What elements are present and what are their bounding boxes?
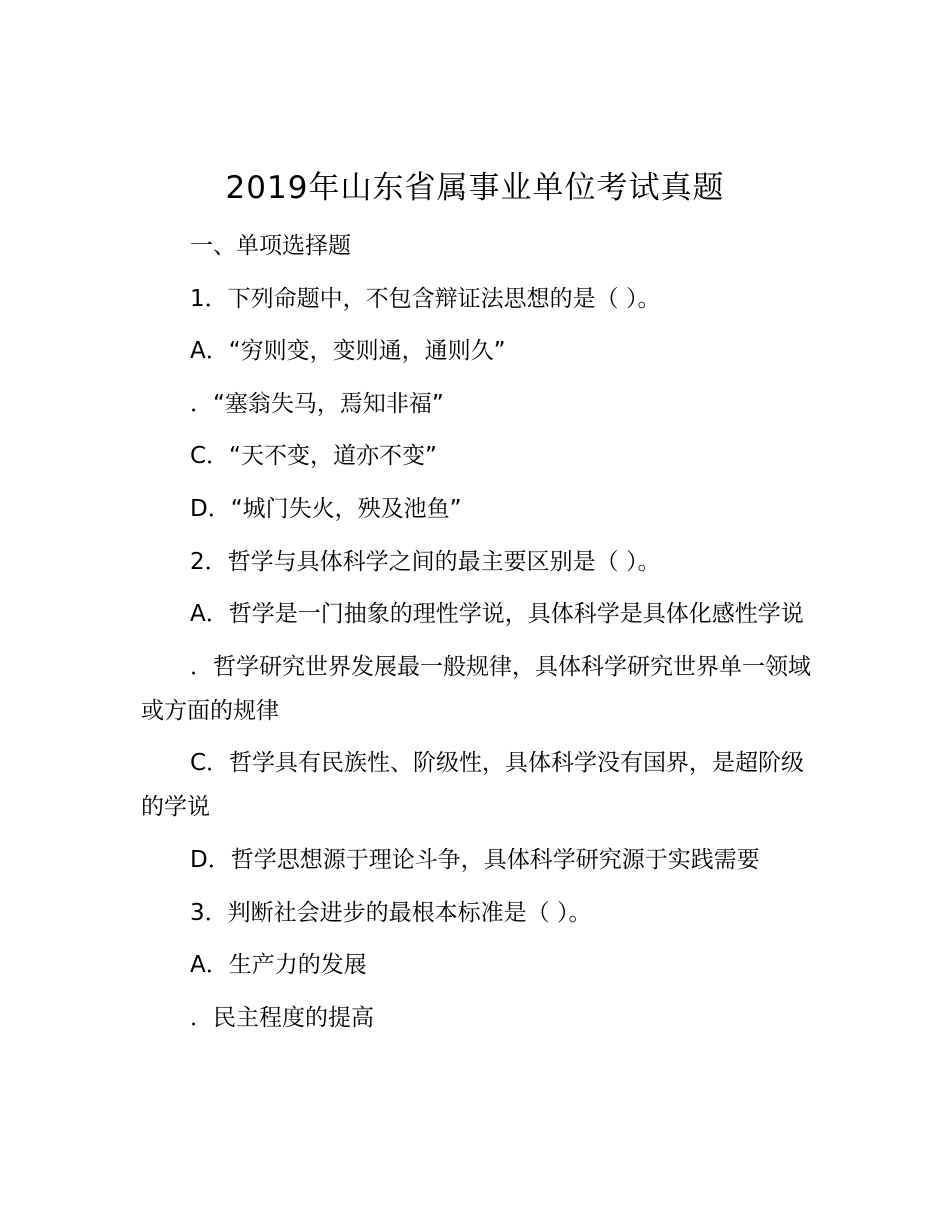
- question-2-option-b: ．哲学研究世界发展最一般规律，具体科学研究世界单一领域或方面的规律: [141, 653, 811, 724]
- question-2-option-a: A．哲学是一门抽象的理性学说，具体科学是具体化感性学说: [190, 601, 804, 628]
- document-title: 2019年山东省属事业单位考试真题: [225, 170, 725, 206]
- document-body: [141, 224, 821, 1048]
- section-heading: 一、单项选择题: [190, 233, 351, 259]
- question-1-option-c: C．“天不变，道亦不变”: [190, 443, 437, 470]
- question-3: 3．判断社会进步的最根本标准是（ ）。: [190, 899, 592, 926]
- question-2-option-d: D．哲学思想源于理论斗争，具体科学研究源于实践需要: [190, 846, 760, 873]
- question-1-option-d: D．“城门失火，殃及池鱼”: [190, 495, 462, 522]
- question-2-option-c: C．哲学具有民族性、阶级性，具体科学没有国界，是超阶级的学说: [141, 750, 805, 821]
- question-2: 2．哲学与具体科学之间的最主要区别是（ ）。: [190, 548, 661, 575]
- question-1: 1．下列命题中，不包含辩证法思想的是（ ）。: [190, 285, 661, 312]
- question-1-option-b: ．“塞翁失马，焉知非福”: [190, 390, 444, 417]
- question-1-option-a: A．“穷则变，变则通，通则久”: [190, 338, 506, 365]
- question-3-option-a: A．生产力的发展: [190, 952, 367, 979]
- question-3-option-b: ．民主程度的提高: [190, 1004, 374, 1031]
